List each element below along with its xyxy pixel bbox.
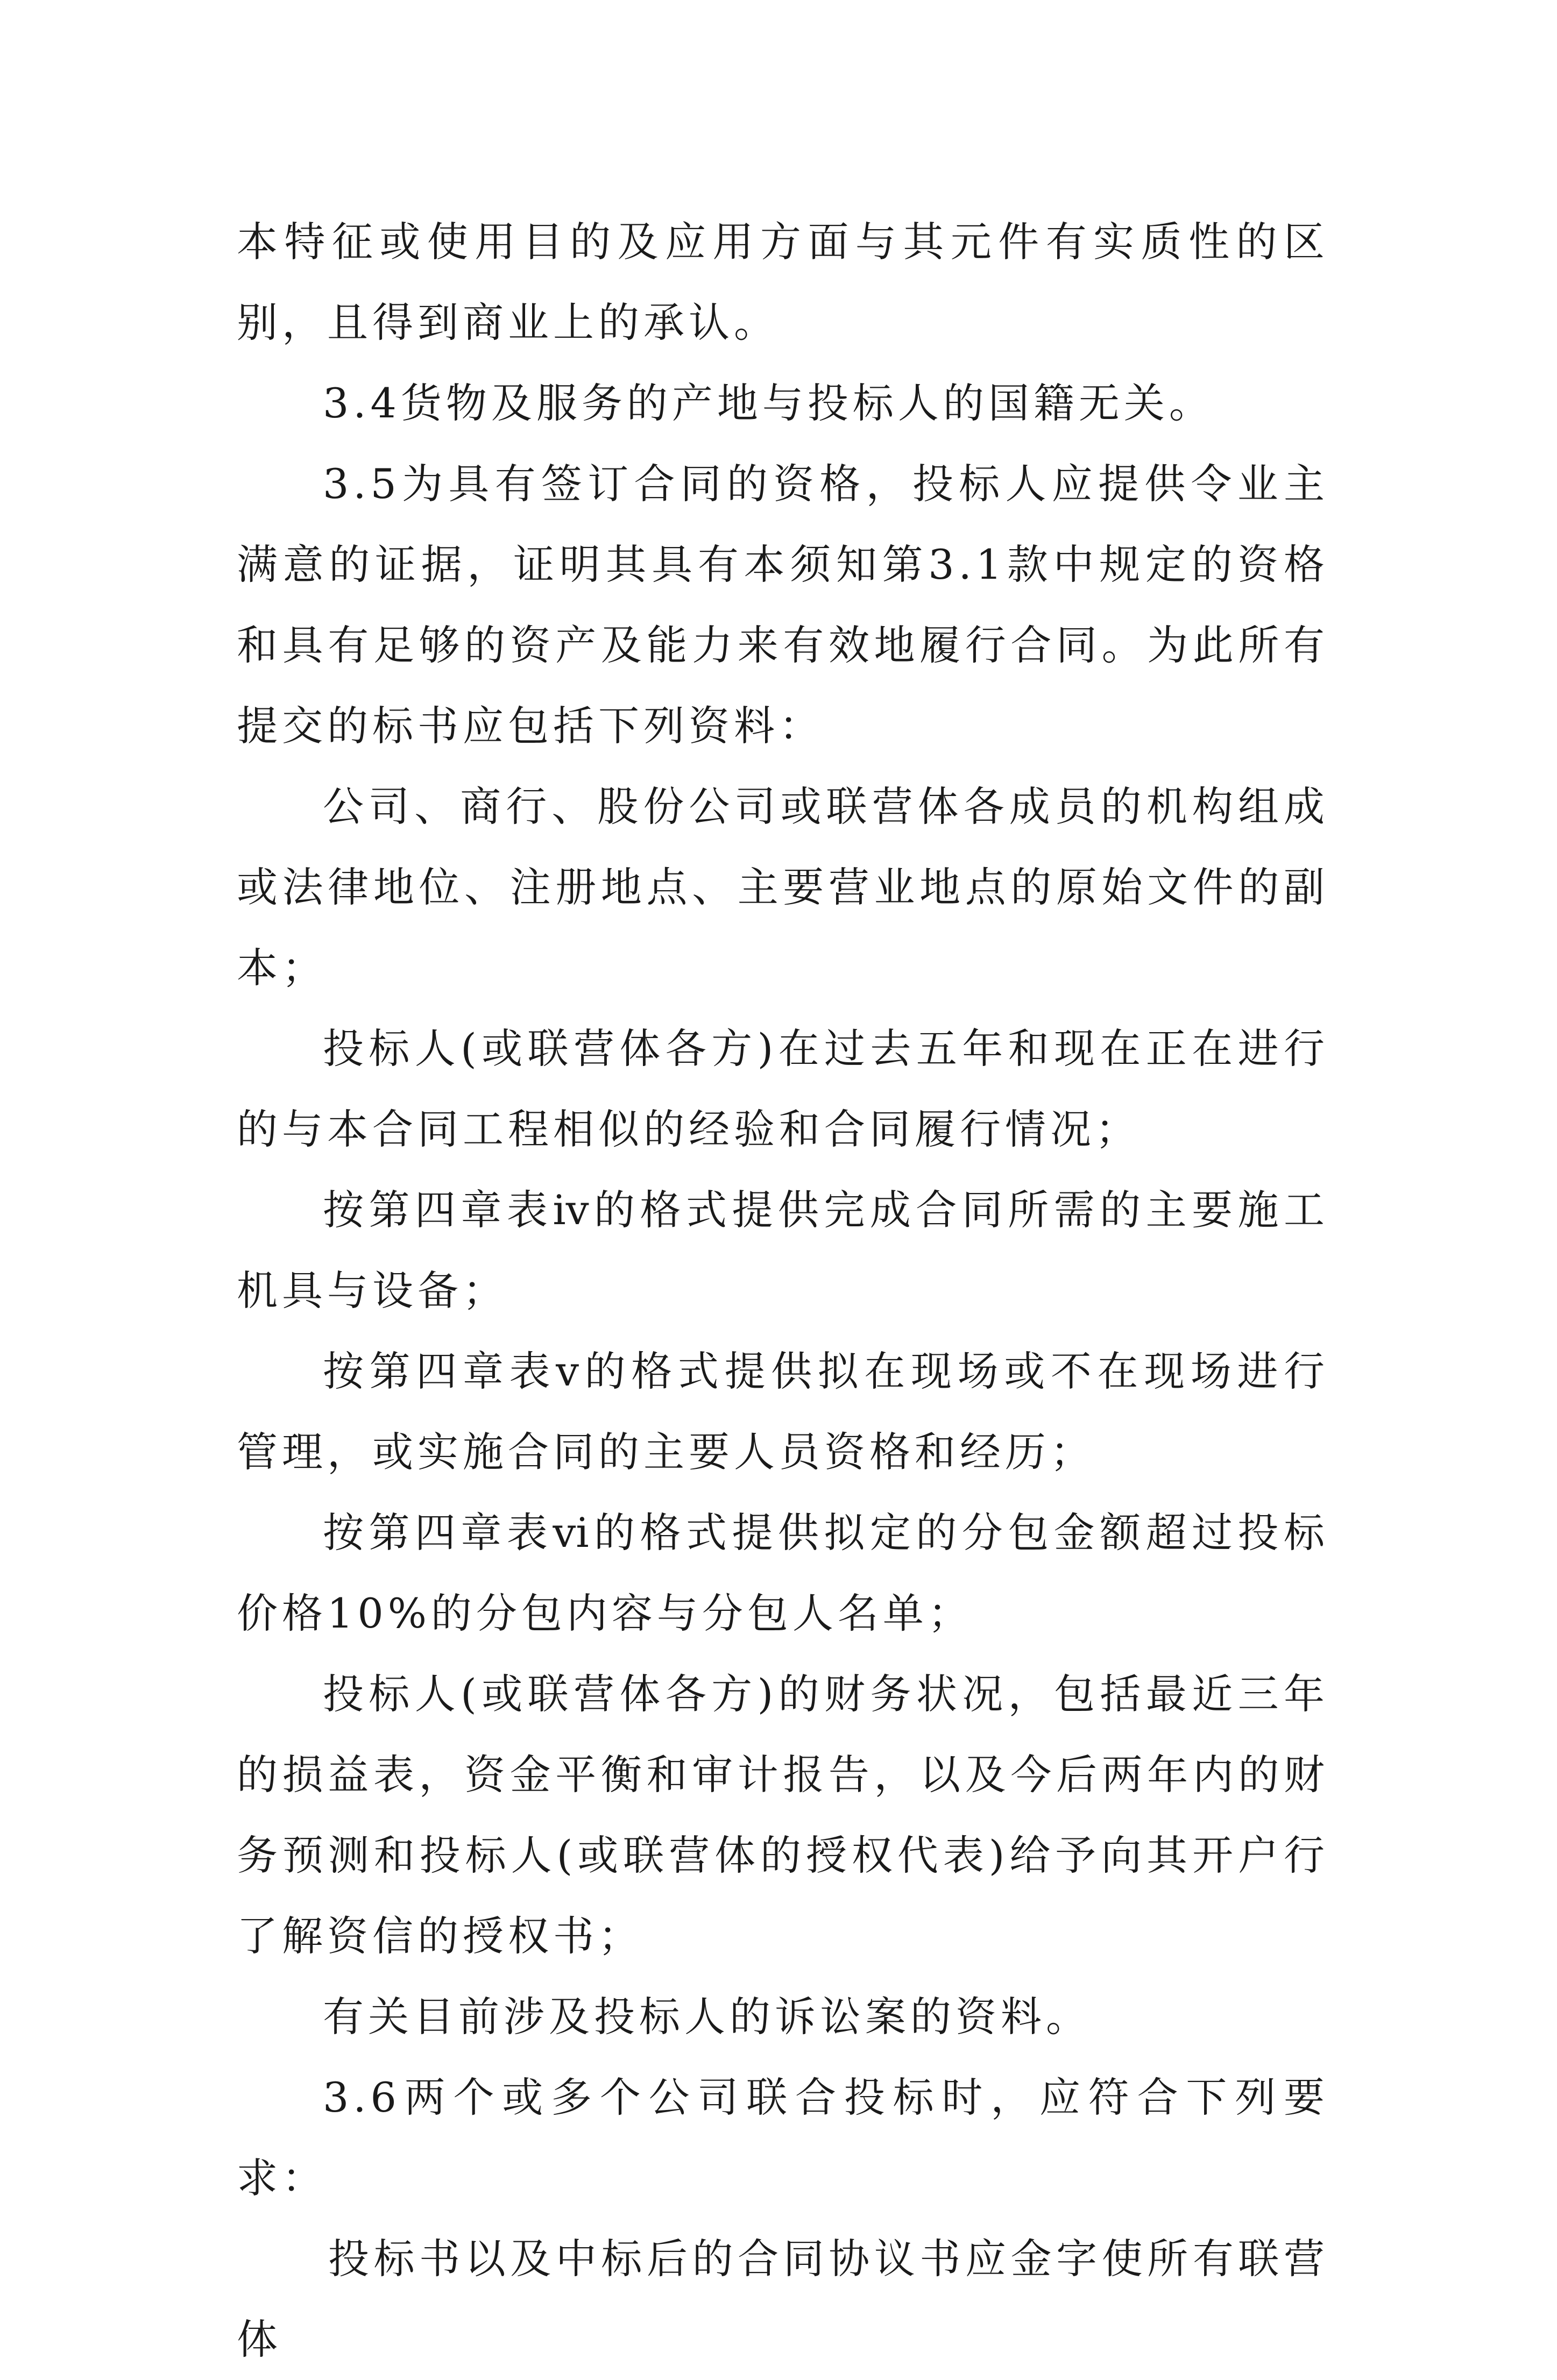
paragraph-subcontract: 按第四章表ⅵ的格式提供拟定的分包金额超过投标价格10%的分包内容与分包人名单； — [237, 1509, 1329, 1637]
paragraph-personnel: 按第四章表ⅴ的格式提供拟在现场或不在现场进行管理，或实施合同的主要人员资格和经历； — [237, 1347, 1329, 1476]
paragraph-3-6: 3.6两个或多个公司联合投标时，应符合下列要求： — [237, 2073, 1329, 2202]
paragraph-equipment: 按第四章表ⅳ的格式提供完成合同所需的主要施工机具与设备； — [237, 1186, 1329, 1315]
paragraph-joint-venture: 投标书以及中标后的合同协议书应金字使所有联营体 — [237, 2235, 1329, 2363]
paragraph-continuation: 本特征或使用目的及应用方面与其元件有实质性的区别，且得到商业上的承认。 — [237, 218, 1329, 346]
paragraph-3-5: 3.5为具有签订合同的资格，投标人应提供令业主满意的证据，证明其具有本须知第3.1款中规定的资格和具有足够的资产及能力来有效地履行合同。为此所有提交的标书应包括下列资料： — [237, 460, 1329, 750]
paragraph-litigation: 有关目前涉及投标人的诉讼案的资料。 — [323, 1993, 1091, 2041]
paragraph-experience: 投标人(或联营体各方)在过去五年和现在正在进行的与本合同工程相似的经验和合同履行情况； — [237, 1025, 1329, 1153]
paragraph-financial-status: 投标人(或联营体各方)的财务状况，包括最近三年的损益表，资金平衡和审计报告，以及今后两年内的财务预测和投标人(或联营体的授权代表)给予向其开户行了解资信的授权书； — [237, 1670, 1329, 1960]
document-page — [237, 202, 1329, 2380]
paragraph-3-4: 3.4货物及服务的产地与投标人的国籍无关。 — [323, 379, 1214, 427]
paragraph-company-documents: 公司、商行、股份公司或联营体各成员的机构组成或法律地位、注册地点、主要营业地点的原始文件的副本； — [237, 783, 1329, 992]
